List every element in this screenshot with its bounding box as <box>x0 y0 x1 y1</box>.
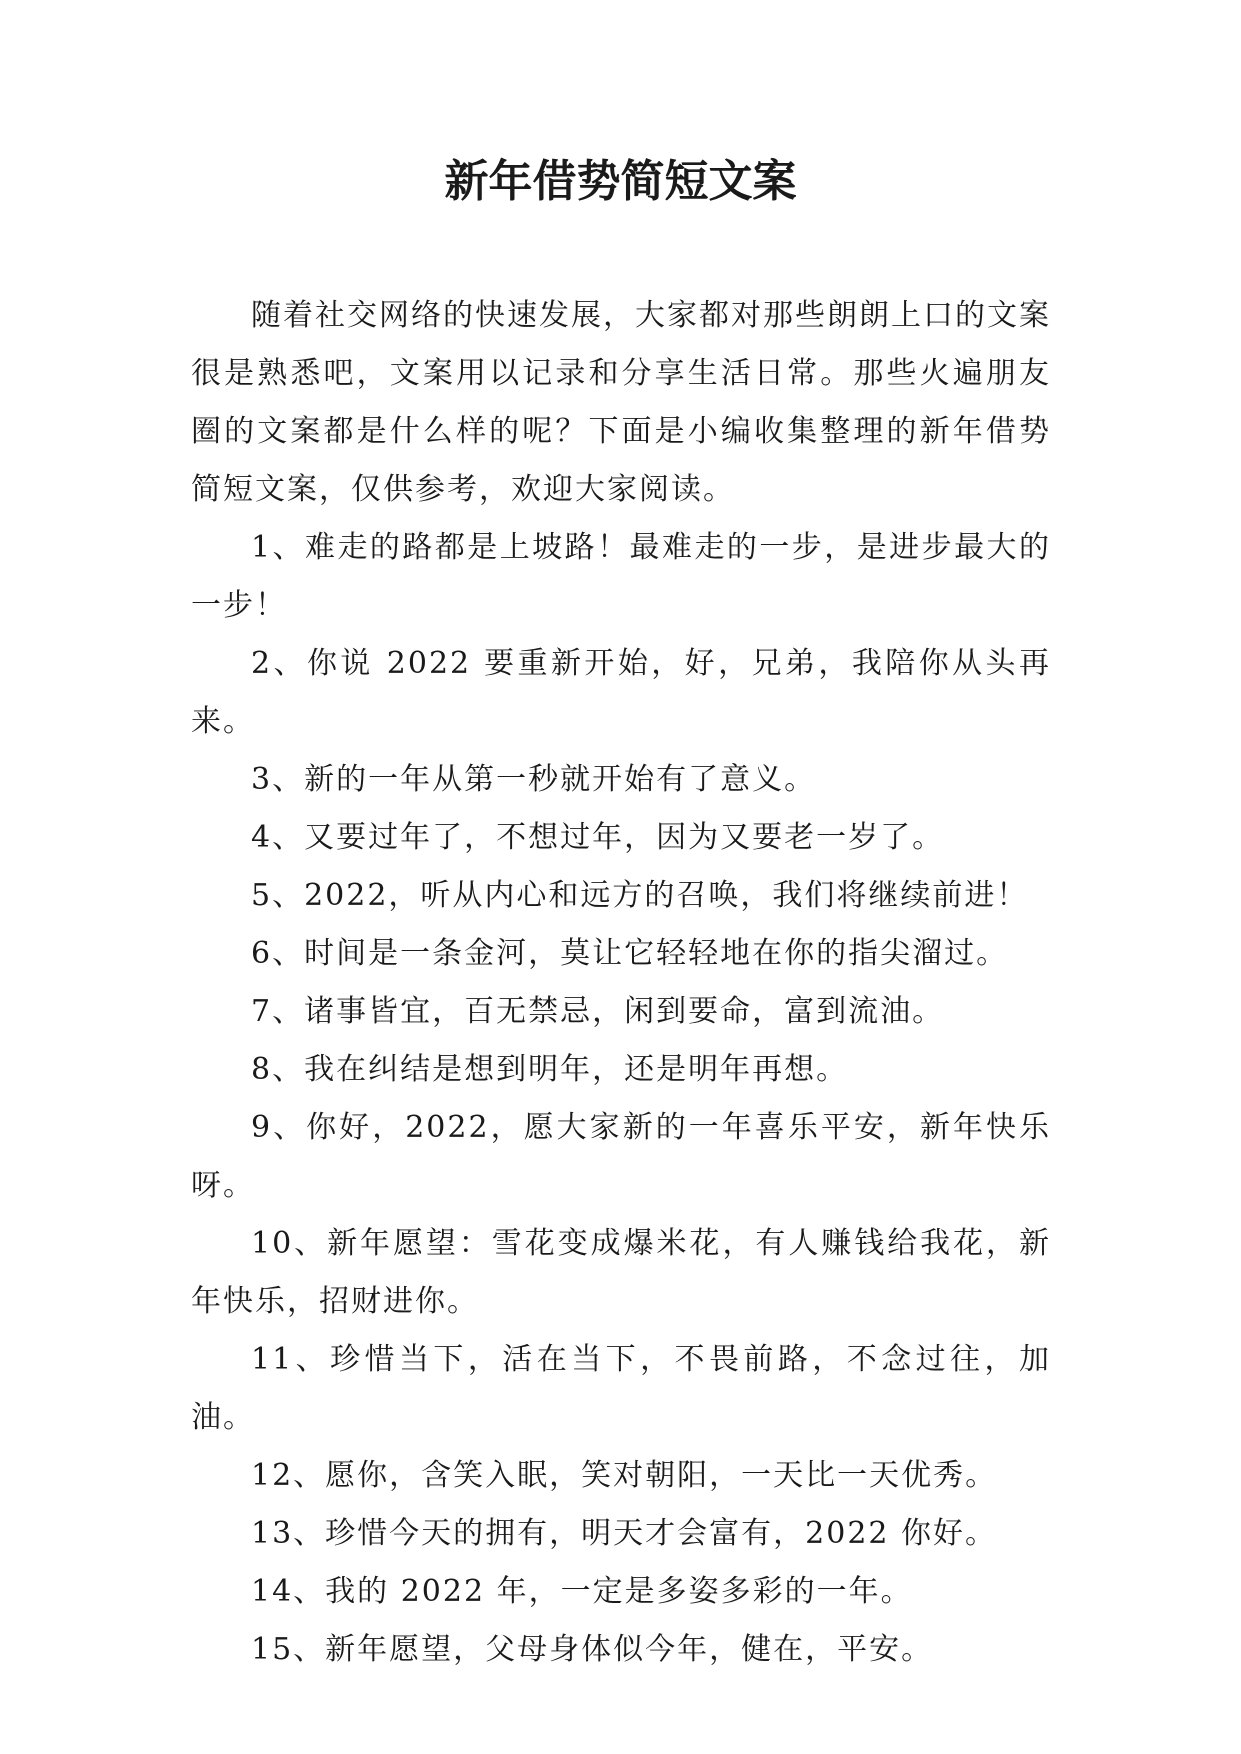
list-item: 1、难走的路都是上坡路！最难走的一步，是进步最大的一步！ <box>191 530 1051 623</box>
list-item: 3、新的一年从第一秒就开始有了意义。 <box>251 762 817 797</box>
list-item: 6、时间是一条金河，莫让它轻轻地在你的指尖溜过。 <box>251 936 1009 971</box>
document-title: 新年借势简短文案 <box>444 156 797 207</box>
list-item: 8、我在纠结是想到明年，还是明年再想。 <box>251 1052 849 1087</box>
list-item: 15、新年愿望，父母身体似今年，健在，平安。 <box>251 1632 934 1667</box>
list-item: 12、愿你，含笑入眠，笑对朝阳，一天比一天优秀。 <box>251 1458 998 1493</box>
list-item: 7、诸事皆宜，百无禁忌，闲到要命，富到流油。 <box>251 994 945 1029</box>
list-item: 9、你好，2022，愿大家新的一年喜乐平安，新年快乐呀。 <box>191 1110 1051 1203</box>
list-item: 2、你说 2022 要重新开始，好，兄弟，我陪你从头再来。 <box>191 646 1051 739</box>
list-item: 14、我的 2022 年，一定是多姿多彩的一年。 <box>251 1574 913 1609</box>
list-item: 13、珍惜今天的拥有，明天才会富有，2022 你好。 <box>251 1516 998 1551</box>
list-item: 11、珍惜当下，活在当下，不畏前路，不念过往，加油。 <box>191 1342 1051 1435</box>
list-item: 10、新年愿望：雪花变成爆米花，有人赚钱给我花，新年快乐，招财进你。 <box>191 1226 1051 1319</box>
document-body <box>191 287 1051 1679</box>
list-item: 5、2022，听从内心和远方的召唤，我们将继续前进！ <box>251 878 1029 913</box>
list-item: 4、又要过年了，不想过年，因为又要老一岁了。 <box>251 820 945 855</box>
intro-paragraph: 随着社交网络的快速发展，大家都对那些朗朗上口的文案很是熟悉吧，文案用以记录和分享生活日常。那些火遍朋友圈的文案都是什么样的呢？下面是小编收集整理的新年借势简短文案，仅供参考，欢迎大家阅读。 <box>191 298 1051 507</box>
